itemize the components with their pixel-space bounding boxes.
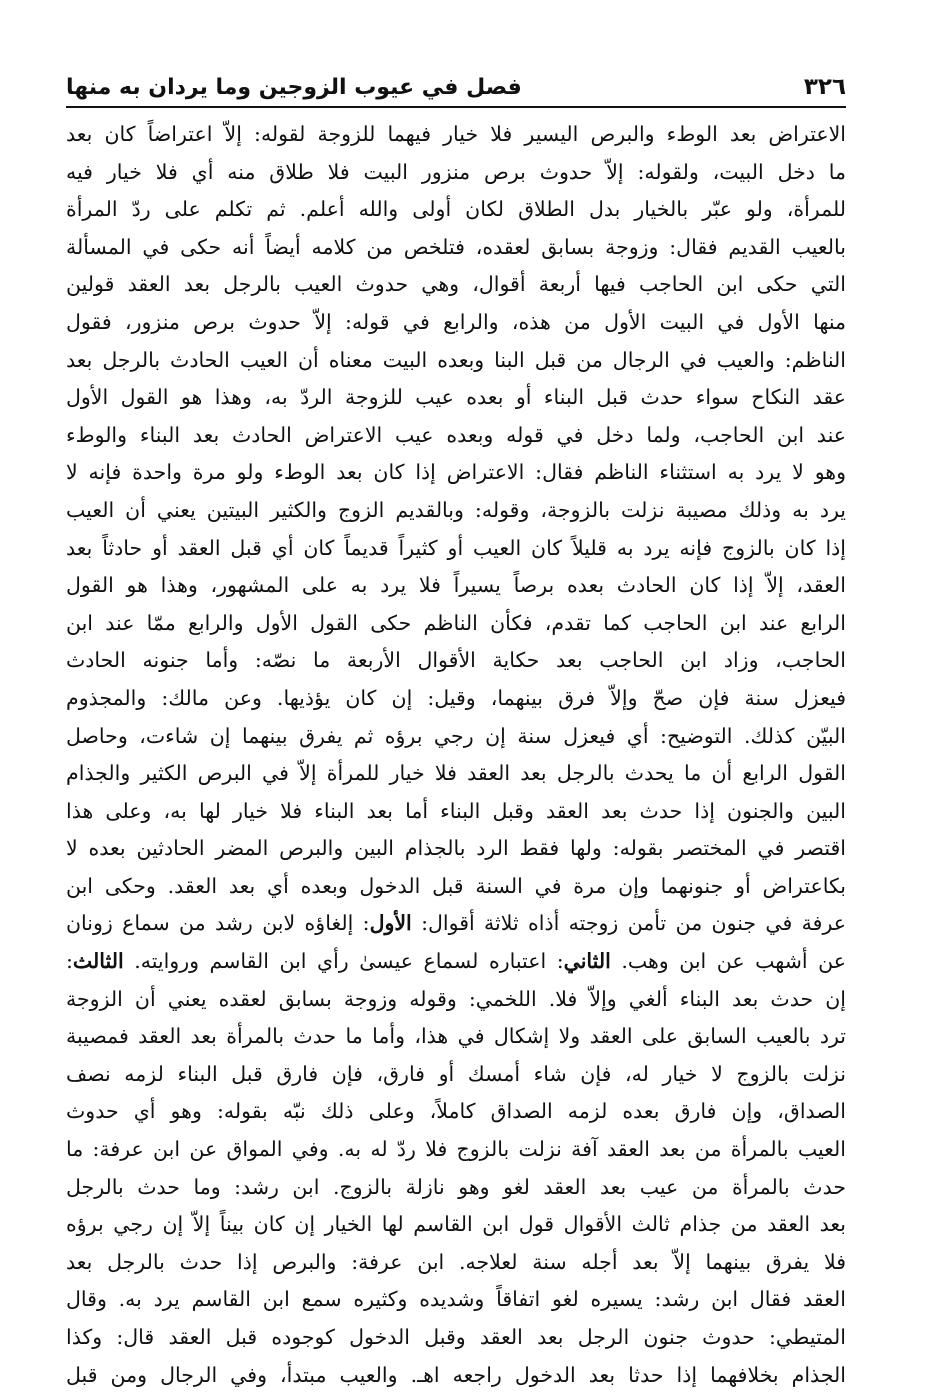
- text-line: منها الأول في البيت الأول من هذه، والرابع في قوله: إلاّ حدوث برص منزور، فقول: [66, 309, 846, 334]
- text-line: الصداق، وإن فارق بعده لزمه الصداق كاملاً، وعلى ذلك نبّه بقوله: وهو أي حدوث: [66, 1099, 846, 1124]
- text-line: الجذام بخلافهما إذا حدثا بعد الدخول راجعه اهـ. والعيب مبتدأ، وفي الرجال ومن قبل: [66, 1362, 846, 1387]
- text-line: وهو لا يرد به استثناء الناظم فقال: الاعتراض إذا كان بعد الوطء ولو مرة واحدة فإنه لا: [66, 460, 846, 485]
- text-line: فلا يفرق بينهما إلاّ بعد أجله سنة لعلاجه. ابن عرفة: والبرص إذا حدث بالرجل بعد: [66, 1249, 846, 1274]
- text-line: عند ابن الحاجب، ولما دخل في قوله وبعده عيب الاعتراض الحادث بعد البناء والوطء: [66, 422, 846, 447]
- text-line: بعد العقد من جذام ثالث الأقوال قول ابن القاسم لها الخيار إن كان بيناً إلاّ إن رجي برؤه: [66, 1212, 846, 1237]
- text-line: المتيطي: حدوث جنون الرجل بعد العقد وقبل الدخول كوجوده قبل العقد قال: وكذا: [66, 1325, 846, 1349]
- text-line: إن حدث بعد البناء ألغي وإلاّ فلا. اللخمي: وقوله وزوجة بسابق لعقده يعني أن الزوجة: [66, 986, 846, 1011]
- running-title: فصل في عيوب الزوجين وما يردان به منها: [66, 75, 522, 100]
- text-line: إذا كان بالزوج فإنه يرد به قليلاً كان العيب أو كثيراً قديماً كان أي قبل العقد أو حادثاً بعد: [66, 535, 846, 560]
- text-line: ترد بالعيب السابق على العقد ولا إشكال في هذا، وأما ما حدث بالمرأة بعد العقد فمصيبة: [66, 1024, 846, 1049]
- text-line: البين والجنون إذا حدث بعد العقد وقبل البناء أما بعد البناء فلا خيار لها به، وعلى هذا: [66, 798, 846, 823]
- text-line: الاعتراض بعد الوطء والبرص اليسير فلا خيار فيهما للزوجة لقوله: إلاّ اعتراضاً كان بعد: [66, 122, 846, 146]
- text-line: العيب بالمرأة من بعد العقد آفة نزلت بالزوج فلا ردّ له به. وفي المواق عن ابن عرفة: ما: [66, 1137, 846, 1162]
- text-line: الرابع عند ابن الحاجب كما تقدم، فكأن الناظم حكى القول الأول والرابع ممّا عند ابن: [66, 610, 846, 635]
- text-line: العقد، إلاّ إذا كان الحادث بعده برصاً يسيراً فلا يرد به على المشهور، وهذا هو القول: [66, 573, 846, 598]
- text-line: القول الرابع أن ما يحدث بالرجل بعد العقد فلا خيار للمرأة إلاّ في البرص الكثير والجذام: [66, 761, 846, 786]
- text-line: عرفة في جنون من تأمن زوجته أذاه ثلاثة أقوال: الأول: إلغاؤه لابن رشد من سماع زونان: [66, 911, 846, 936]
- text-line: ما دخل البيت، ولقوله: إلاّ حدوث برص منزور البيت فلا طلاق منه أي فلا خيار فيه: [66, 159, 846, 184]
- text-line: الناظم: والعيب في الرجال من قبل البنا وبعده البيت معناه أن العيب الحادث بالرجل بعد: [66, 347, 846, 372]
- bold-term: الأول: [369, 911, 412, 936]
- text-line: نزلت بالزوج لا خيار له، فإن شاء أمسك أو فارق، فإن فارق قبل البناء لزمه نصف: [66, 1061, 846, 1086]
- text-line: يرد به وذلك مصيبة نزلت بالزوجة، وقوله: وبالقديم الزوج والكثير البيتين يعني أن العيب: [66, 497, 846, 522]
- text-line: التي حكى ابن الحاجب فيها أربعة أقوال، وهي حدوث العيب بالرجل بعد العقد قولين: [66, 272, 846, 297]
- text-line: الحاجب، وزاد ابن الحاجب بعد حكاية الأقوال الأربعة ما نصّه: وأما جنونه الحادث: [66, 648, 846, 673]
- text-line: عقد النكاح سواء حدث قبل البناء أو بعده عيب للزوجة الردّ به، وهذا هو القول الأول: [66, 385, 846, 410]
- page-number: ٣٢٦: [803, 74, 846, 100]
- text-line: للمرأة، ولو عبّر بالخيار بدل الطلاق لكان أولى والله أعلم. ثم تكلم على ردّ المرأة: [66, 197, 846, 222]
- text-line: اقتصر في المختصر بقوله: ولها فقط الرد بالجذام البين والبرص المضر الحادثين بعده لا: [66, 836, 846, 861]
- page-header: [66, 64, 846, 108]
- text-line: فيعزل سنة فإن صحّ وإلاّ فرق بينهما، وقيل: إن كان يؤذيها. وعن مالك: والمجذوم: [66, 685, 846, 710]
- body-text: [66, 116, 846, 1394]
- bold-term: الثالث: [72, 949, 124, 974]
- text-line: بكاعتراض أو جنونهما وإن مرة في السنة قبل الدخول وبعده أي بعد العقد. وحكى ابن: [66, 873, 846, 898]
- text-line: البيّن كذلك. التوضيح: أي فيعزل سنة إن رجي برؤه ثم يفرق بينهما إن شاءت، وحاصل: [66, 723, 846, 748]
- text-line: حدث بالمرأة من عيب بعد العقد لغو وهو نازلة بالزوج. ابن رشد: وما حدث بالرجل: [66, 1174, 846, 1199]
- text-line: عن أشهب عن ابن وهب. الثاني: اعتباره لسماع عيسىٰ رأي ابن القاسم وروايته. الثالث:: [66, 949, 846, 974]
- bold-term: الثاني: [563, 949, 611, 974]
- text-line: بالعيب القديم فقال: وزوجة بسابق لعقده، فتلخص من كلامه أيضاً أنه حكى في المسألة: [66, 234, 846, 259]
- text-line: العقد فقال ابن رشد: يسيره لغو اتفاقاً وشديده وكثيره سمع ابن القاسم يرد به. وقال: [66, 1287, 846, 1312]
